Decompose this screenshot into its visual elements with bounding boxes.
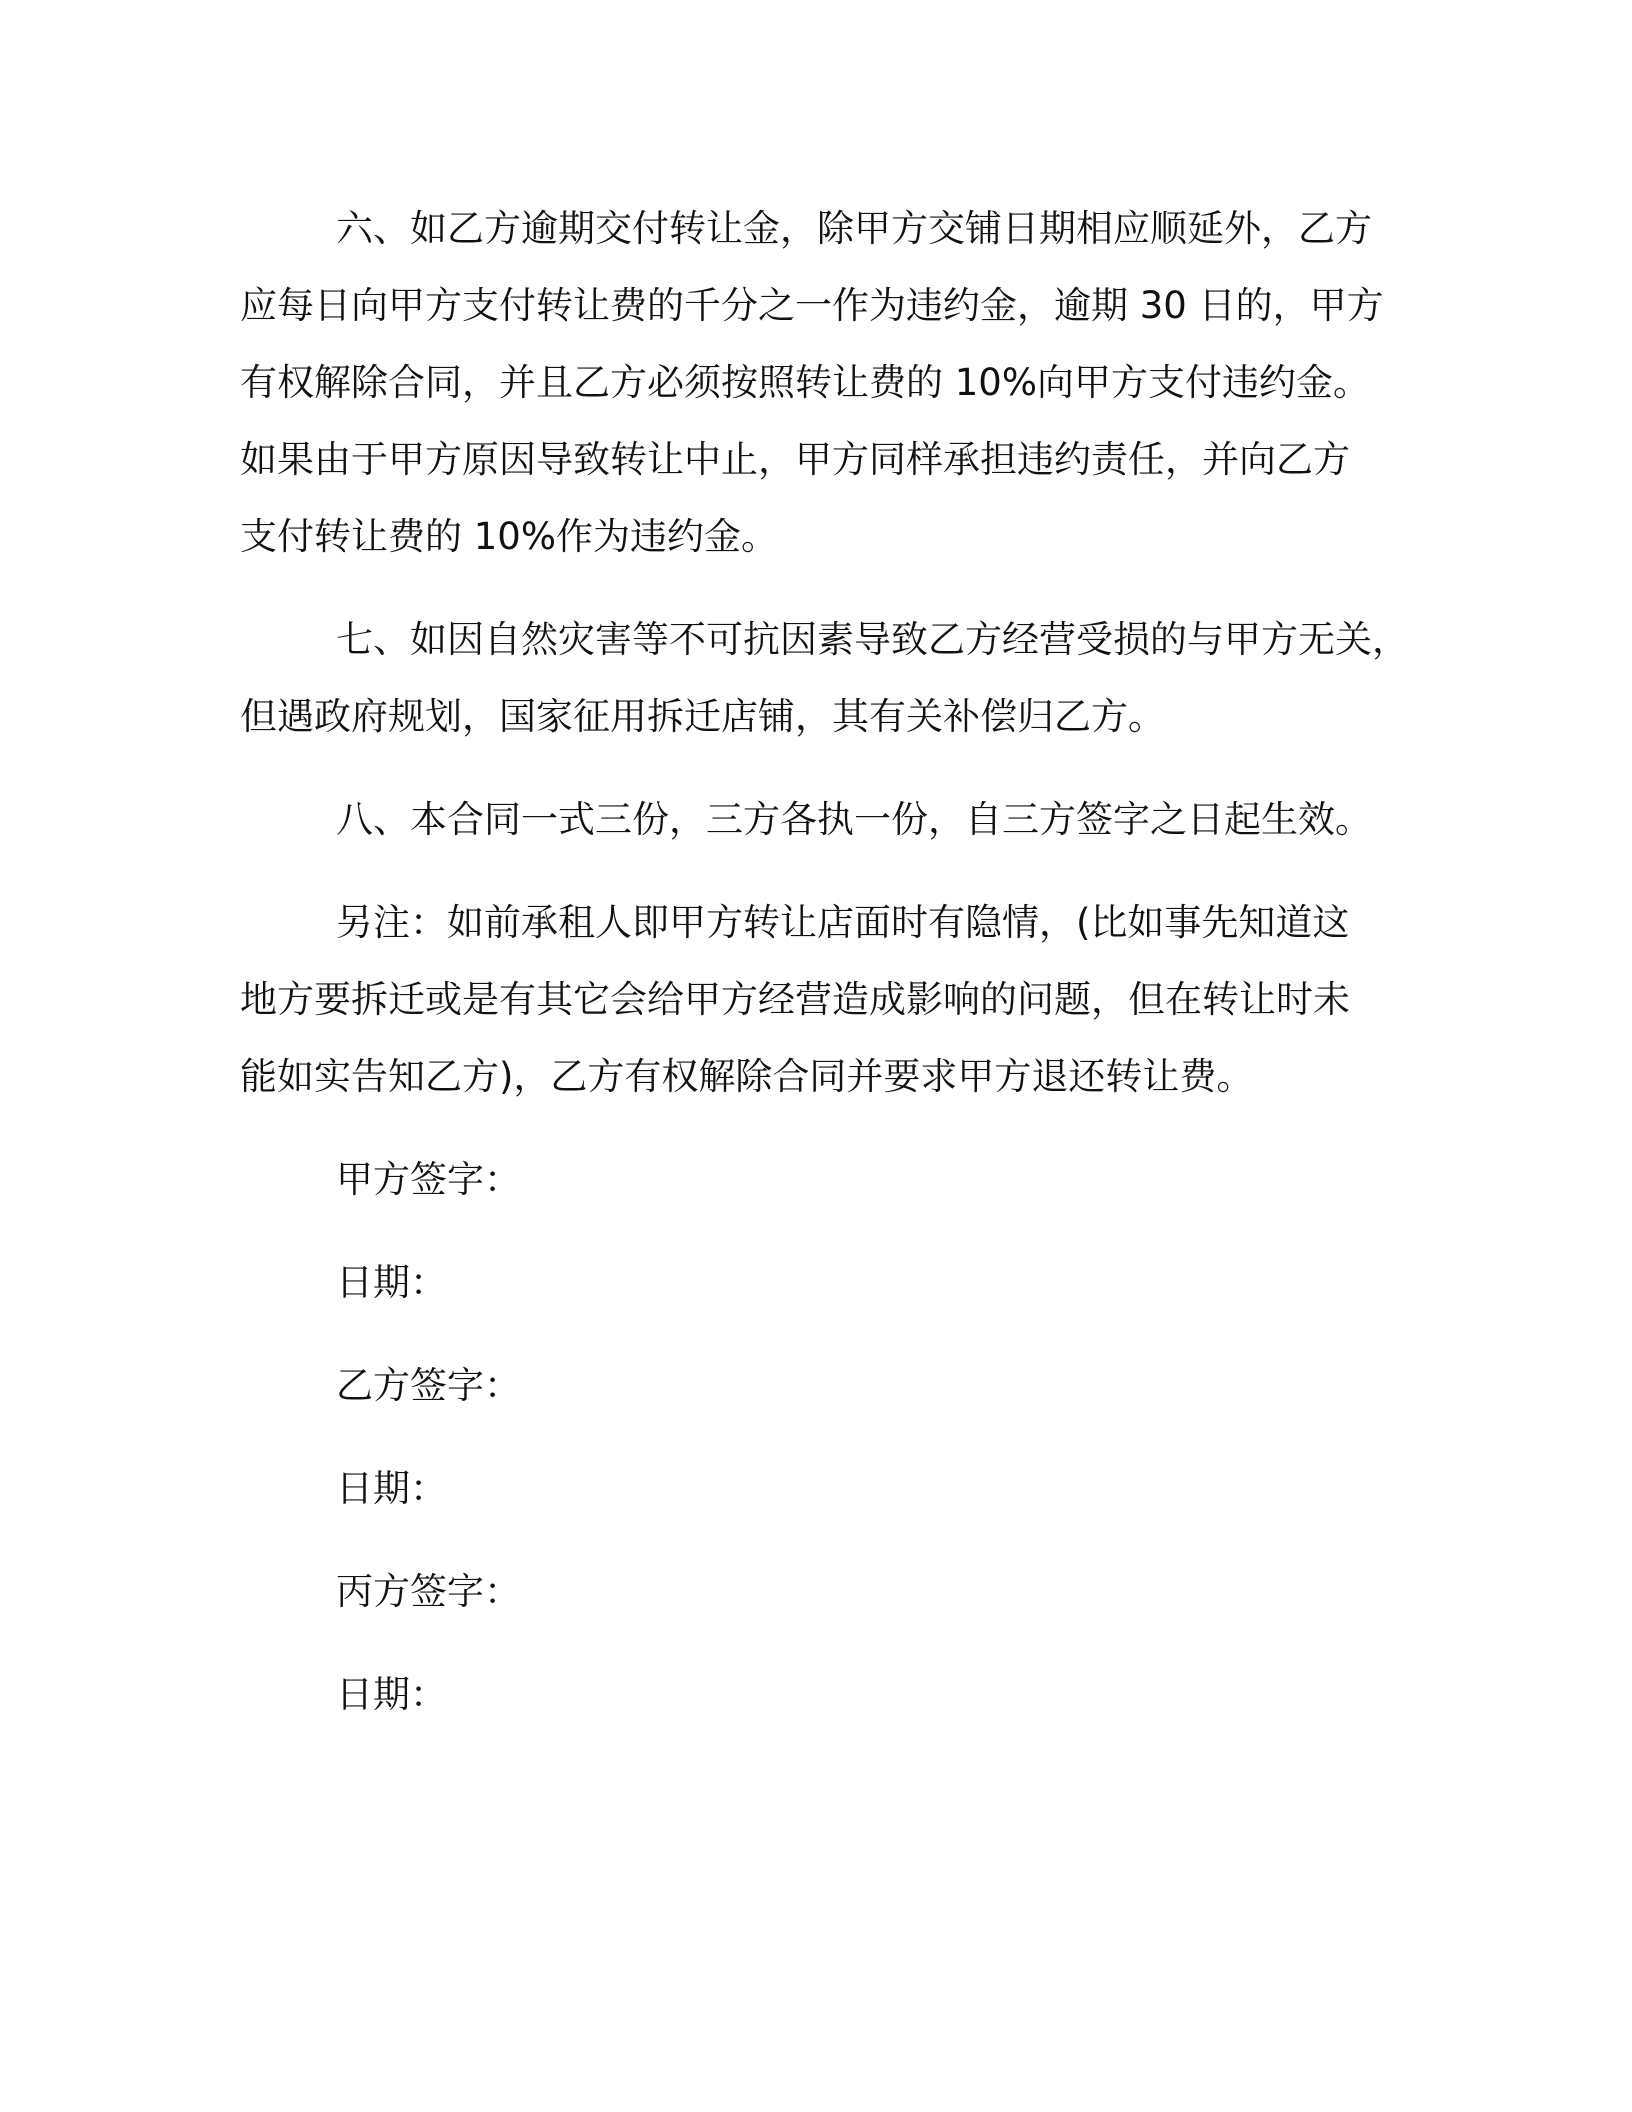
clause-seven-line: 但遇政府规划，国家征用拆迁店铺，其有关补偿归乙方。 [240, 695, 1165, 738]
clause-seven-line: 七、如因自然灾害等不可抗因素导致乙方经营受损的与甲方无关， [336, 618, 1409, 661]
party-c-date-label: 日期： [336, 1673, 447, 1716]
clause-eight-line: 八、本合同一式三份，三方各执一份，自三方签字之日起生效。 [336, 798, 1372, 841]
clause-six-line: 支付转让费的 10%作为违约金。 [240, 515, 778, 558]
party-b-signature-label: 乙方签字： [336, 1364, 521, 1407]
clause-six-line: 六、如乙方逾期交付转让金，除甲方交铺日期相应顺延外，乙方 [336, 207, 1372, 250]
party-c-signature-label: 丙方签字： [336, 1570, 521, 1613]
note-line: 另注：如前承租人即甲方转让店面时有隐情，(比如事先知道这 [336, 901, 1350, 944]
note-line: 能如实告知乙方)，乙方有权解除合同并要求甲方退还转让费。 [240, 1055, 1254, 1098]
party-b-date-label: 日期： [336, 1467, 447, 1510]
clause-six-line: 有权解除合同，并且乙方必须按照转让费的 10%向甲方支付违约金。 [240, 361, 1370, 404]
party-a-signature-label: 甲方签字： [336, 1158, 521, 1201]
clause-six-line: 如果由于甲方原因导致转让中止，甲方同样承担违约责任，并向乙方 [240, 438, 1350, 481]
clause-six-paragraph [240, 190, 1400, 575]
clause-seven-paragraph [240, 601, 1409, 755]
clause-six-line: 应每日向甲方支付转让费的千分之一作为违约金，逾期 30 日的，甲方 [240, 284, 1384, 327]
note-paragraph [240, 884, 1400, 1115]
note-line: 地方要拆迁或是有其它会给甲方经营造成影响的问题，但在转让时未 [240, 978, 1350, 1021]
document-body [240, 190, 1409, 1759]
clause-eight-paragraph [240, 781, 1400, 858]
party-a-date-label: 日期： [336, 1261, 447, 1304]
